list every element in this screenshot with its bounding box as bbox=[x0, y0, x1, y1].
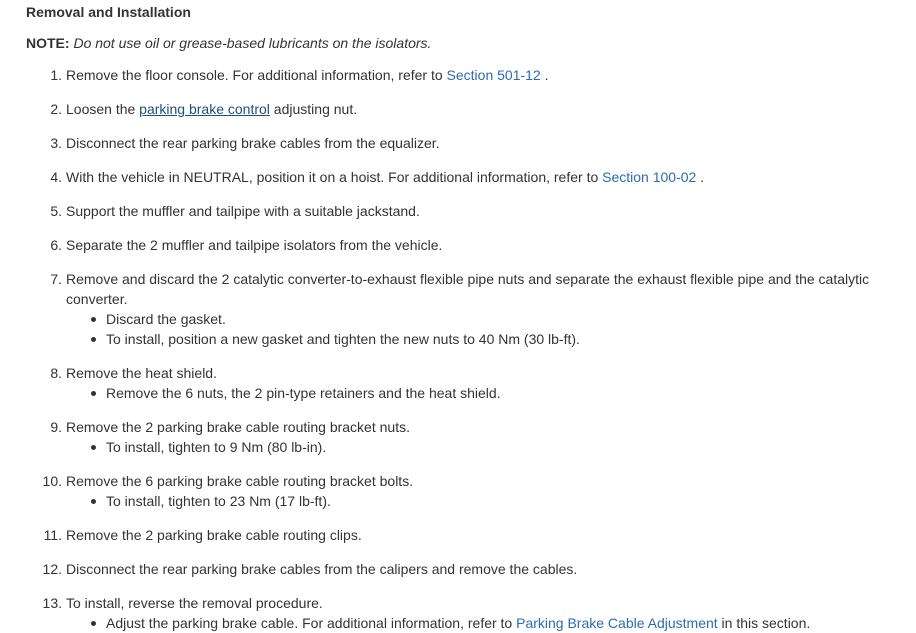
step-text-suffix: adjusting nut. bbox=[269, 101, 358, 117]
step-text: Remove the 6 parking brake cable routing bracket bolts. bbox=[66, 473, 414, 489]
step-8-bullets bbox=[66, 383, 886, 403]
note-text: Do not use oil or grease-based lubricants on the isolators. bbox=[69, 35, 432, 51]
step-text-suffix: . bbox=[540, 67, 549, 83]
note bbox=[26, 35, 916, 51]
step-10 bbox=[26, 471, 886, 511]
step-number: 9. bbox=[50, 419, 62, 435]
section-100-02-link[interactable]: Section 100-02 bbox=[602, 169, 697, 185]
step-text: With the vehicle in NEUTRAL, position it on a hoist. For additional information, refer to bbox=[66, 169, 603, 185]
step-7-bullets bbox=[66, 309, 886, 349]
step-text: Remove the heat shield. bbox=[66, 365, 217, 381]
step-number: 2. bbox=[50, 101, 62, 117]
step-1 bbox=[26, 65, 886, 85]
step-text: Support the muffler and tailpipe with a suitable jackstand. bbox=[66, 203, 420, 219]
step-number: 1. bbox=[50, 67, 62, 83]
step-number: 7. bbox=[50, 271, 62, 287]
step-3 bbox=[26, 133, 886, 153]
bullet-text: Adjust the parking brake cable. For additional information, refer to bbox=[106, 615, 517, 631]
parking-brake-cable-adjustment-link[interactable]: Parking Brake Cable Adjustment bbox=[516, 615, 718, 631]
step-text: Remove and discard the 2 catalytic converter-to-exhaust flexible pipe nuts and separate the exhaust flexible pipe and the catalytic converter. bbox=[66, 271, 870, 307]
bullet-item: To install, tighten to 9 Nm (80 lb-in). bbox=[66, 437, 886, 457]
bullet-item bbox=[66, 613, 886, 633]
step-11 bbox=[26, 525, 886, 545]
step-9-bullets bbox=[66, 437, 886, 457]
step-7 bbox=[26, 269, 886, 349]
step-text-suffix: . bbox=[696, 169, 705, 185]
steps-list bbox=[26, 65, 916, 633]
step-number: 5. bbox=[50, 203, 62, 219]
step-number: 11. bbox=[43, 527, 62, 543]
step-9 bbox=[26, 417, 886, 457]
bullet-item: Discard the gasket. bbox=[66, 309, 886, 329]
step-number: 13. bbox=[42, 595, 62, 611]
step-number: 3. bbox=[50, 135, 62, 151]
parking-brake-control-link[interactable]: parking brake control bbox=[139, 101, 270, 117]
step-number: 12. bbox=[42, 561, 62, 577]
step-number: 6. bbox=[50, 237, 62, 253]
step-8 bbox=[26, 363, 886, 403]
step-text: Disconnect the rear parking brake cables from the equalizer. bbox=[66, 135, 440, 151]
step-text: Remove the 2 parking brake cable routing clips. bbox=[66, 527, 362, 543]
bullet-item: To install, tighten to 23 Nm (17 lb-ft). bbox=[66, 491, 886, 511]
step-12 bbox=[26, 559, 886, 579]
bullet-item: To install, position a new gasket and tighten the new nuts to 40 Nm (30 lb-ft). bbox=[66, 329, 886, 349]
bullet-text-suffix: in this section. bbox=[717, 615, 811, 631]
step-text: Remove the 2 parking brake cable routing bracket nuts. bbox=[66, 419, 410, 435]
step-5 bbox=[26, 201, 886, 221]
note-label: NOTE: bbox=[26, 35, 70, 51]
section-501-12-link[interactable]: Section 501-12 bbox=[446, 67, 541, 83]
step-13 bbox=[26, 593, 886, 633]
step-4 bbox=[26, 167, 886, 187]
step-text: To install, reverse the removal procedure. bbox=[66, 595, 323, 611]
step-number: 4. bbox=[50, 169, 62, 185]
step-text: Loosen the bbox=[66, 101, 140, 117]
step-2 bbox=[26, 99, 886, 119]
step-10-bullets bbox=[66, 491, 886, 511]
step-text: Disconnect the rear parking brake cables from the calipers and remove the cables. bbox=[66, 561, 578, 577]
step-13-bullets bbox=[66, 613, 886, 633]
page-heading: Removal and Installation bbox=[26, 4, 191, 20]
step-text: Separate the 2 muffler and tailpipe isolators from the vehicle. bbox=[66, 237, 443, 253]
step-number: 8. bbox=[50, 365, 62, 381]
step-text: Remove the floor console. For additional information, refer to bbox=[66, 67, 447, 83]
step-number: 10. bbox=[42, 473, 62, 489]
step-6 bbox=[26, 235, 886, 255]
bullet-item: Remove the 6 nuts, the 2 pin-type retainers and the heat shield. bbox=[66, 383, 886, 403]
